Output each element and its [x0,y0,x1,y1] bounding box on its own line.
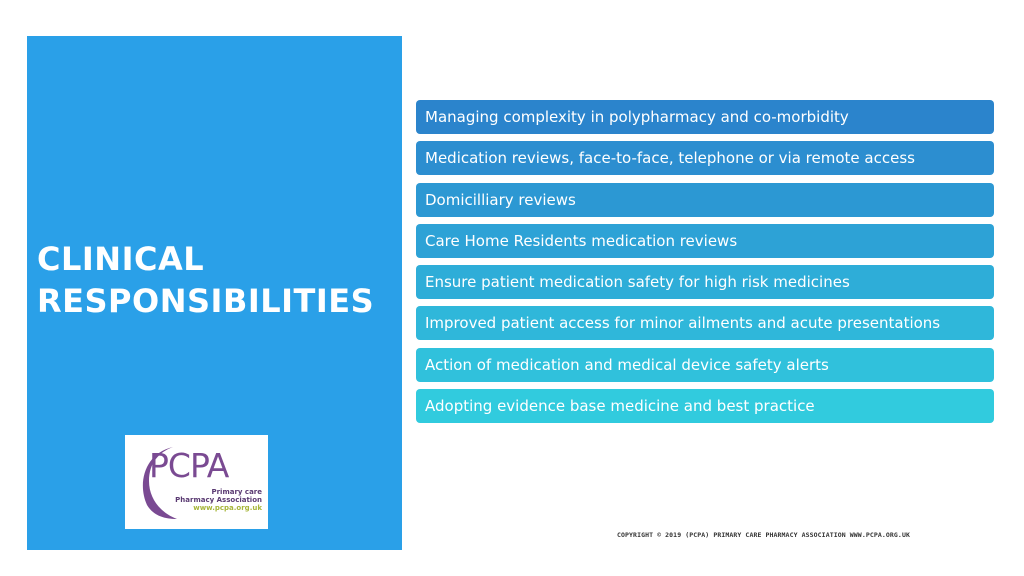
list-item: Domicilliary reviews [416,183,994,217]
title-panel [27,36,402,550]
pcpa-logo [125,435,268,529]
slide-title [37,238,397,322]
responsibilities-list [416,100,994,430]
logo-line-1: Primary care [211,488,262,496]
title-line-1: CLINICAL [37,240,205,278]
logo-brand: PCPA [149,446,229,485]
list-item: Ensure patient medication safety for high risk medicines [416,265,994,299]
list-item: Care Home Residents medication reviews [416,224,994,258]
list-item: Adopting evidence base medicine and best practice [416,389,994,423]
list-item: Action of medication and medical device safety alerts [416,348,994,382]
title-line-2: RESPONSIBILITIES [37,282,375,320]
list-item: Medication reviews, face-to-face, telephone or via remote access [416,141,994,175]
list-item: Improved patient access for minor ailments and acute presentations [416,306,994,340]
logo-line-2: Pharmacy Association [175,496,262,504]
list-item: Managing complexity in polypharmacy and co-morbidity [416,100,994,134]
logo-subtitle [175,488,262,512]
copyright-notice: COPYRIGHT © 2019 (PCPA) PRIMARY CARE PHARMACY ASSOCIATION WWW.PCPA.ORG.UK [617,531,910,539]
logo-line-3: www.pcpa.org.uk [193,504,262,512]
